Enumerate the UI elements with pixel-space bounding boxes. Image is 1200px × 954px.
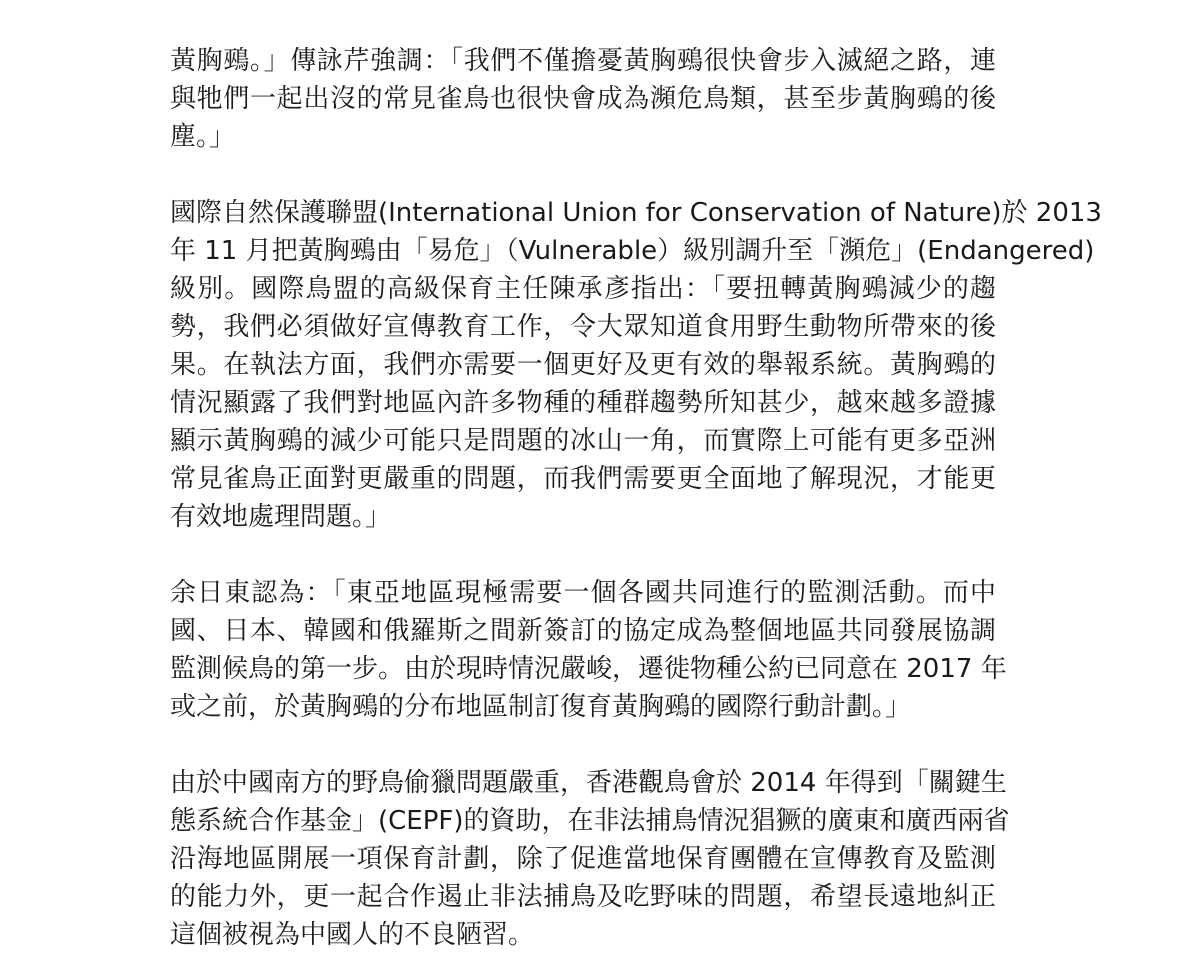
paragraph-3 — [170, 574, 1007, 726]
text-line: 國、日本、韓國和俄羅斯之間新簽訂的協定成為整個地區共同發展協調 — [170, 616, 996, 646]
text-line: 情況顯露了我們對地區內許多物種的種群趨勢所知甚少，越來越多證據 — [170, 388, 996, 418]
text-line: 余日東認為：「東亞地區現極需要一個各國共同進行的監測活動。而中 — [170, 578, 996, 608]
text-line: 顯示黃胸鵐的減少可能只是問題的冰山一角，而實際上可能有更多亞洲 — [170, 426, 996, 456]
text-body — [170, 42, 1102, 954]
paragraph-1 — [170, 42, 996, 156]
text-line: 黃胸鵐。」傳詠芹強調：「我們不僅擔憂黃胸鵐很快會步入滅絕之路，連 — [170, 46, 996, 76]
text-line: 果。在執法方面，我們亦需要一個更好及更有效的舉報系統。黃胸鵐的 — [170, 350, 996, 380]
text-line: 塵。」 — [170, 122, 236, 152]
text-line: 這個被視為中國人的不良陋習。 — [170, 920, 535, 950]
text-line: 監測候鳥的第一步。由於現時情況嚴峻，遷徙物種公約已同意在 2017 年 — [170, 654, 1007, 684]
text-line: 由於中國南方的野鳥偷獵問題嚴重，香港觀鳥會於 2014 年得到「關鍵生 — [170, 768, 1007, 798]
text-line: 或之前，於黃胸鵐的分布地區制訂復育黃胸鵐的國際行動計劃。」 — [170, 692, 912, 722]
text-line: 國際自然保護聯盟(International Union for Conservation of Nature)於 2013 — [170, 198, 1102, 228]
paragraph-4 — [170, 764, 1010, 954]
text-line: 態系統合作基金」(CEPF)的資助，在非法捕鳥情況猖獗的廣東和廣西兩省 — [170, 806, 1010, 836]
text-line: 級別。國際鳥盟的高級保育主任陳承彥指出：「要扭轉黃胸鵐減少的趨 — [170, 274, 996, 304]
text-line: 勢，我們必須做好宣傳教育工作，令大眾知道食用野生動物所帶來的後 — [170, 312, 996, 342]
text-line: 年 11 月把黃胸鵐由「易危」（Vulnerable）級別調升至「瀕危」(Endangered) — [170, 236, 1095, 266]
text-line: 有效地處理問題。」 — [170, 502, 392, 532]
text-line: 常見雀鳥正面對更嚴重的問題，而我們需要更全面地了解現況，才能更 — [170, 464, 996, 494]
text-line: 的能力外，更一起合作遏止非法捕鳥及吃野味的問題，希望長遠地糾正 — [170, 882, 996, 912]
text-line: 與牠們一起出沒的常見雀鳥也很快會成為瀕危鳥類，甚至步黃胸鵐的後 — [170, 84, 996, 114]
text-line: 沿海地區開展一項保育計劃，除了促進當地保育團體在宣傳教育及監測 — [170, 844, 996, 874]
paragraph-2 — [170, 194, 1102, 536]
